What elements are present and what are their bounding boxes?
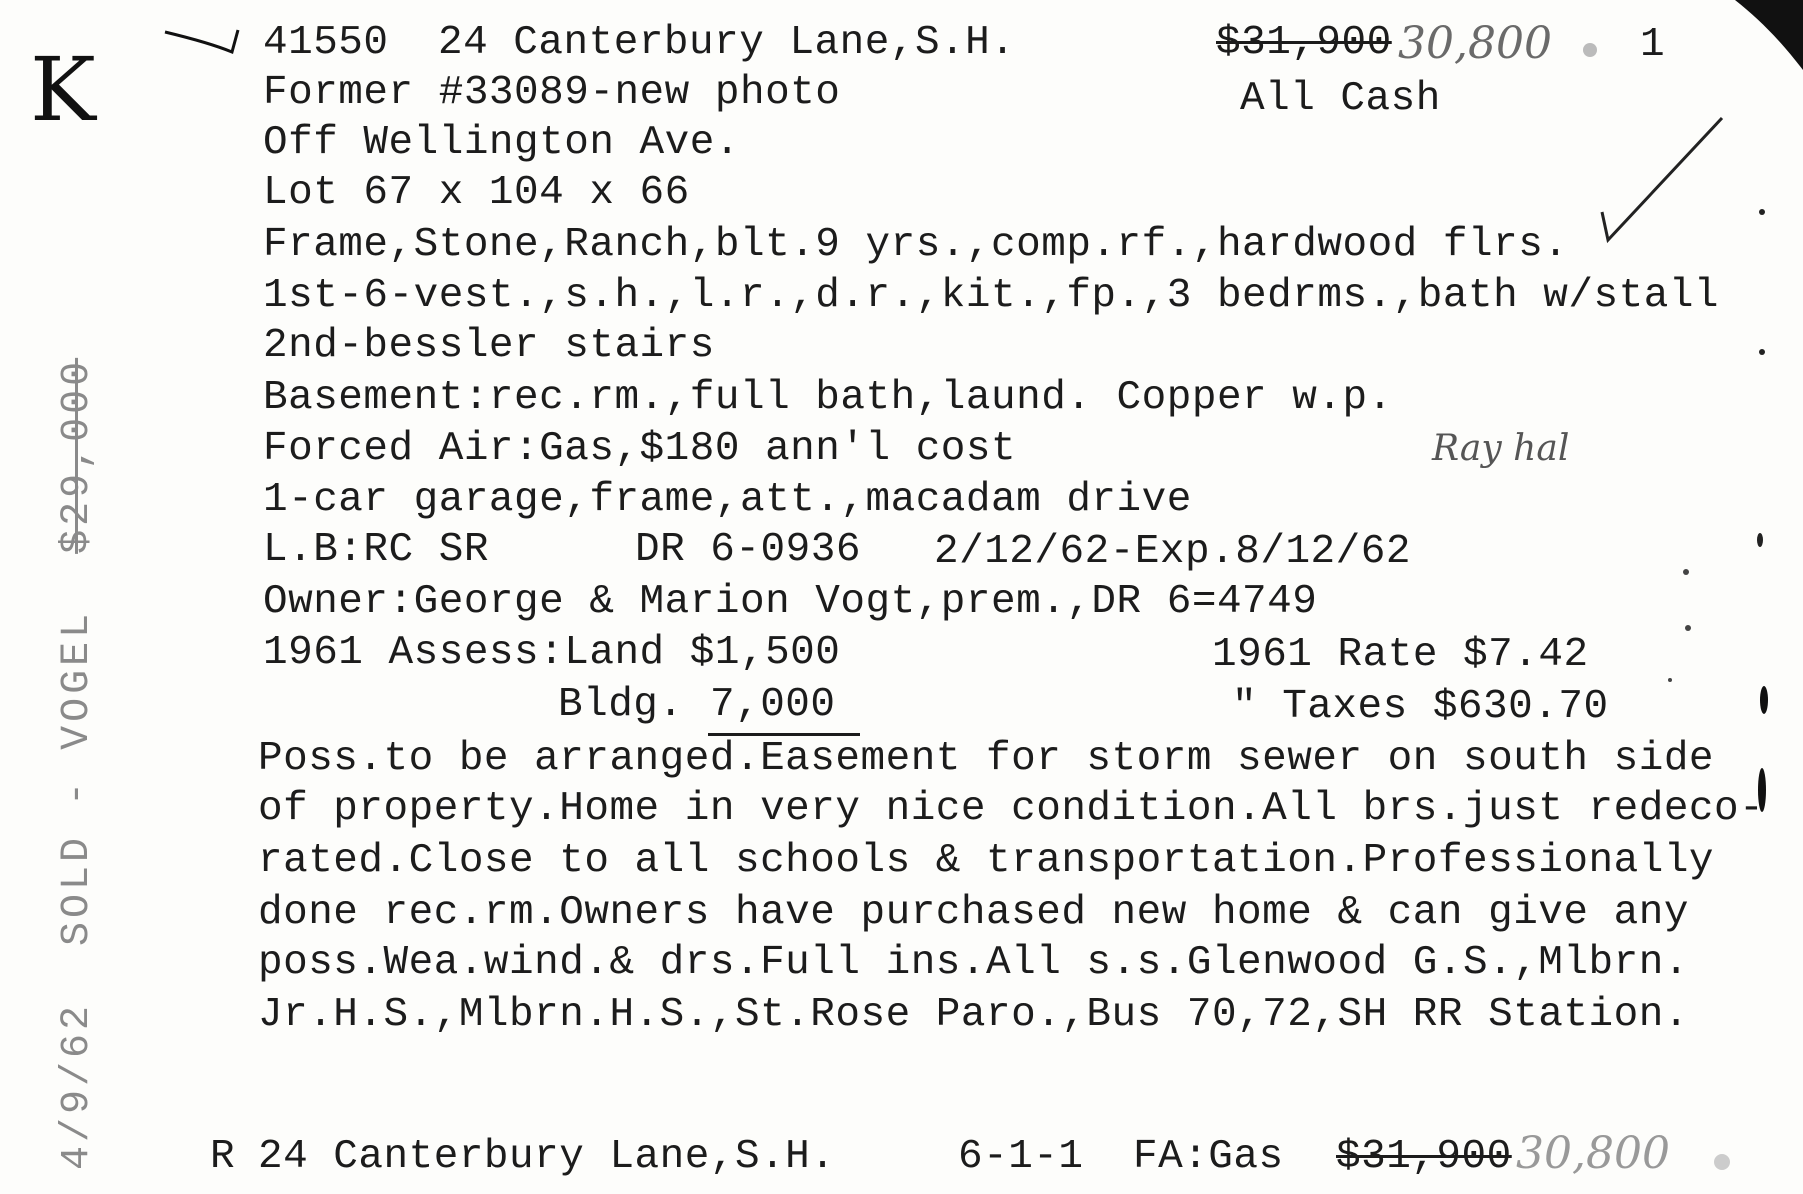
assessment: 1961 Assess:Land $1,500 — [263, 630, 841, 676]
remarks-line: poss.Wea.wind.& drs.Full ins.All s.s.Glenwood G.S.,Mlbrn. — [258, 940, 1689, 986]
listing-dates: 2/12/62-Exp.8/12/62 — [934, 529, 1411, 575]
terms: All Cash — [1240, 76, 1441, 122]
arrow-mark — [165, 30, 238, 52]
listing-number: 41550 — [263, 20, 389, 66]
footer-original-price: $31,900 — [1336, 1134, 1512, 1180]
listing-address: 24 Canterbury Lane,S.H. — [438, 20, 1016, 66]
sold-status: SOLD - VOGEL — [55, 609, 100, 946]
garage: 1-car garage,frame,att.,macadam drive — [263, 477, 1192, 523]
bldg-label: Bldg. — [558, 682, 684, 728]
first-floor: 1st-6-vest.,s.h.,l.r.,d.r.,kit.,fp.,3 bedrms.,bath w/stall — [263, 273, 1720, 319]
construction: Frame,Stone,Ranch,blt.9 yrs.,comp.rf.,hardwood flrs. — [263, 222, 1569, 268]
lot-size: Lot 67 x 104 x 66 — [263, 170, 690, 216]
footer-heat: FA:Gas — [1133, 1134, 1284, 1180]
sold-date: 4/9/62 — [55, 1001, 100, 1170]
footer-address: 24 Canterbury Lane,S.H. — [258, 1134, 836, 1180]
heating: Forced Air:Gas,$180 ann'l cost — [263, 426, 1017, 472]
handwritten-letter: K — [30, 38, 96, 141]
sold-stamp — [55, 358, 100, 1170]
listing-suffix: 1 — [1640, 22, 1666, 68]
remarks-line: of property.Home in very nice condition.All brs.just redeco- — [258, 786, 1765, 832]
basement: Basement:rec.rm.,full bath,laund. Copper w.p. — [263, 375, 1393, 421]
broker-phone: DR 6-0936 — [635, 527, 861, 573]
corner-fold — [1735, 0, 1803, 70]
bldg-value: 7,000 — [710, 682, 836, 728]
sold-price: $29,000 — [55, 357, 100, 554]
footer-prefix: R — [210, 1134, 236, 1180]
revised-price: 30,800 — [1398, 18, 1552, 69]
original-price: $31,900 — [1216, 20, 1392, 66]
remarks-line: Jr.H.S.,Mlbrn.H.S.,St.Rose Paro.,Bus 70,72,SH RR Station. — [258, 992, 1689, 1038]
handwritten-note: Ray hal — [1432, 428, 1570, 469]
remarks-line: rated.Close to all schools & transportation.Professionally — [258, 838, 1715, 884]
former-listing: Former #33089-new photo — [263, 70, 841, 116]
tax-rate: 1961 Rate $7.42 — [1212, 632, 1589, 678]
listing-broker: L.B:RC SR — [263, 527, 489, 573]
check-mark — [1602, 118, 1722, 240]
location: Off Wellington Ave. — [263, 120, 740, 166]
footer-revised-price: 30,800 — [1516, 1128, 1670, 1179]
footer-rooms: 6-1-1 — [958, 1134, 1084, 1180]
taxes: " Taxes $630.70 — [1232, 684, 1609, 730]
remarks-line: Poss.to be arranged.Easement for storm sewer on south side — [258, 736, 1715, 782]
remarks-line: done rec.rm.Owners have purchased new home & can give any — [258, 890, 1689, 936]
second-floor: 2nd-bessler stairs — [263, 323, 715, 369]
owner: Owner:George & Marion Vogt,prem.,DR 6=4749 — [263, 579, 1318, 625]
